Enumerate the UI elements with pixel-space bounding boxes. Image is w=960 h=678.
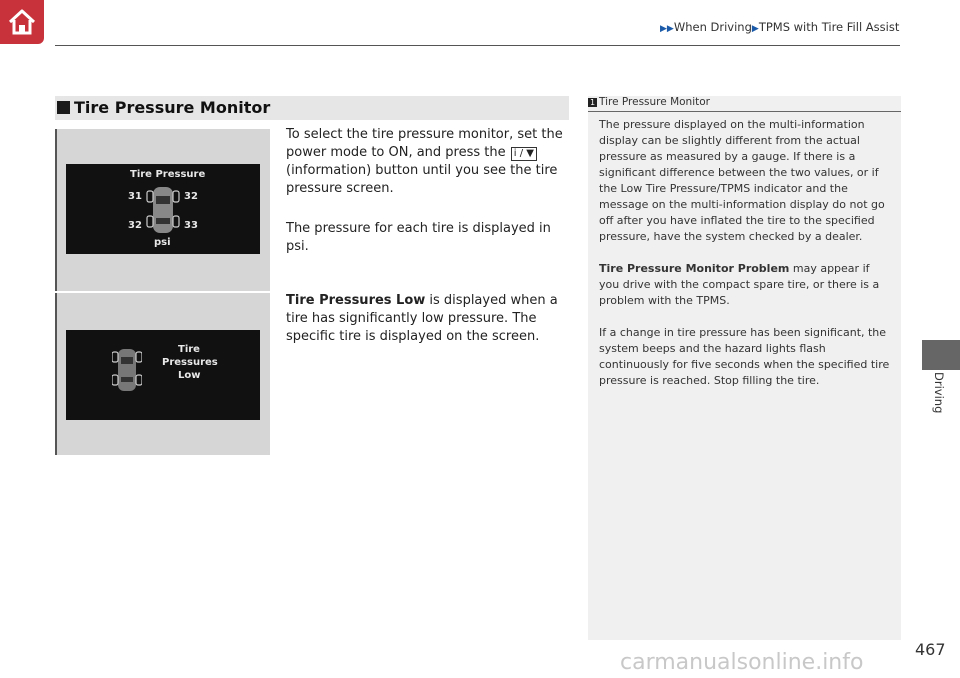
lcd-display <box>66 164 260 254</box>
paragraph-text: is displayed when a tire has significantly low pressure. The specific tire is displayed on the screen. <box>286 293 558 344</box>
info-down-key-icon: i / ▼ <box>511 147 537 161</box>
paragraph-psi: The pressure for each tire is displayed in psi. <box>286 221 551 254</box>
breadcrumb-arrow-icon: ▶ <box>751 24 759 34</box>
section-title: Tire Pressure Monitor <box>74 98 271 117</box>
section-header <box>55 96 569 120</box>
lcd-title: Tire Pressure <box>130 169 206 180</box>
breadcrumb-item[interactable]: TPMS with Tire Fill Assist <box>758 20 900 34</box>
tire-pressure-screen-image <box>55 129 270 291</box>
notes-divider <box>588 111 901 112</box>
watermark: carmanualsonline.info <box>620 650 864 675</box>
breadcrumb <box>660 20 899 34</box>
paragraph-low-pressure <box>286 292 570 346</box>
header-divider <box>55 45 900 46</box>
notes-title: Tire Pressure Monitor <box>599 96 710 108</box>
home-icon <box>6 6 38 38</box>
tire-front-right: 32 <box>184 191 198 202</box>
paragraph-text: (information) button until you see the tire pressure screen. <box>286 163 558 196</box>
car-top-view-icon <box>146 184 180 236</box>
notes-panel <box>588 96 901 640</box>
side-tab-label: Driving <box>932 372 946 414</box>
note-text: may appear if you drive with the compact spare tire, or there is a problem with the TPMS. <box>599 262 880 307</box>
lcd-display <box>66 330 260 420</box>
tire-rear-left: 32 <box>128 220 142 231</box>
breadcrumb-arrow-icon: ▶▶ <box>660 24 674 34</box>
breadcrumb-item[interactable]: When Driving <box>673 20 752 34</box>
note-paragraph: If a change in tire pressure has been significant, the system beeps and the hazard lights flash continuously for five seconds when the specified tire pressure is reached. Stop filling the tire. <box>599 326 890 387</box>
page-number: 467 <box>915 640 946 659</box>
car-top-view-icon <box>112 346 142 394</box>
tire-pressures-low-screen-image <box>55 293 270 455</box>
tire-front-left: 31 <box>128 191 142 202</box>
note-marker-icon: 1 <box>589 98 596 107</box>
lcd-line-3: Low <box>178 370 201 381</box>
notes-body <box>599 117 891 405</box>
term-tire-pressures-low: Tire Pressures Low <box>286 293 426 308</box>
lcd-line-1: Tire <box>178 344 200 355</box>
term-tpms-problem: Tire Pressure Monitor Problem <box>599 262 790 275</box>
section-square-icon <box>57 101 70 114</box>
paragraph-text: To select the tire pressure monitor, set the power mode to ON, and press the <box>286 127 563 160</box>
note-paragraph: The pressure displayed on the multi-information display can be slightly different from the actual pressure as measured by a gauge. If there is a significant difference between the two values, or if the Low Tire Pressure/TPMS indicator and the message on the multi-information display do not go off after you have inflated the tire to the specified pressure, have the system checked by a dealer. <box>599 118 885 243</box>
tire-rear-right: 33 <box>184 220 198 231</box>
lcd-line-2: Pressures <box>162 357 218 368</box>
paragraph-select-monitor <box>286 126 570 198</box>
side-tab-driving[interactable] <box>922 340 960 370</box>
pressure-unit: psi <box>154 237 171 248</box>
notes-header <box>588 96 901 112</box>
note-paragraph <box>599 261 891 309</box>
home-button[interactable] <box>0 0 44 44</box>
